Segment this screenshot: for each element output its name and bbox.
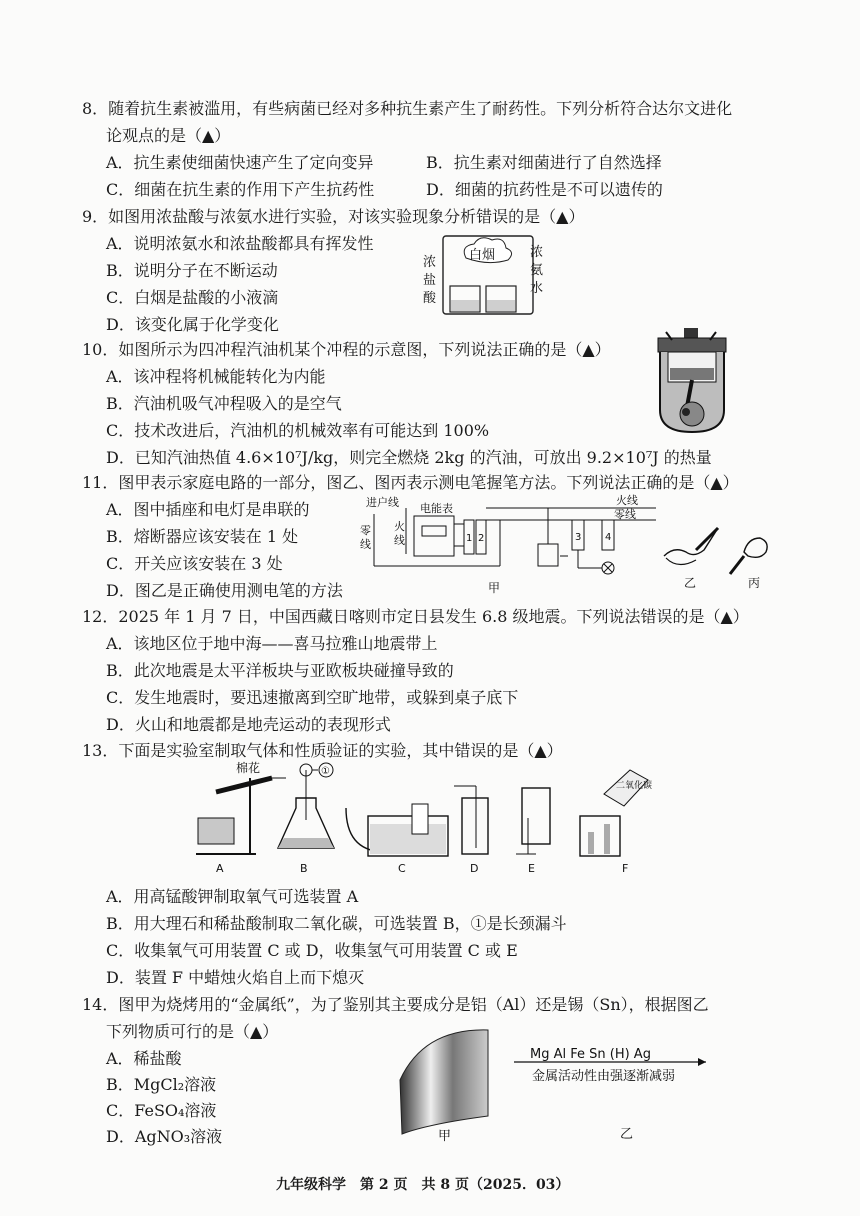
q11-entry-label: 进户线 — [366, 496, 399, 509]
q13-co2-label: 二氧化碳 — [616, 781, 653, 791]
q14-series-text: Mg Al Fe Sn (H) Ag — [530, 1047, 651, 1062]
q11-option-a: A．图中插座和电灯是串联的 — [106, 500, 310, 519]
q13-label-b: B — [300, 862, 308, 875]
q9-right-char-2: 氨 — [530, 263, 544, 278]
q9-option-b: B．说明分子在不断运动 — [106, 261, 278, 280]
q9-ammonia-hcl-figure — [418, 228, 548, 320]
q8-option-d: D．细菌的抗药性是不可以遗传的 — [426, 180, 663, 199]
q11-num-2: 2 — [478, 533, 485, 544]
q10-option-c: C．技术改进后，汽油机的机械效率有可能达到 100% — [106, 421, 490, 440]
q12-option-b: B．此次地震是太平洋板块与亚欧板块碰撞导致的 — [106, 661, 454, 680]
q11-live-label: 火线 — [616, 494, 638, 507]
q9-option-d: D．该变化属于化学变化 — [106, 315, 279, 334]
q14-stem-line1: 14．图甲为烧烤用的“金属纸”，为了鉴别其主要成分是铝（Al）还是锡（Sn），根据图乙 — [82, 995, 709, 1014]
q9-left-char-3: 酸 — [423, 291, 437, 306]
q13-option-b: B．用大理石和稀盐酸制取二氧化碳，可选装置 B，①是长颈漏斗 — [106, 914, 567, 933]
q14-foil-figure-jia — [394, 1026, 494, 1146]
page-footer: 九年级科学 第 2 页 共 8 页（2025．03） — [276, 1177, 570, 1193]
q14-activity-series-figure-yi — [510, 1040, 730, 1142]
q9-stem: 9．如图用浓盐酸与浓氨水进行实验，对该实验现象分析错误的是（▲） — [82, 207, 585, 226]
q9-left-char-2: 盐 — [423, 273, 437, 288]
q13-apparatus-figure — [176, 758, 656, 876]
q11-stem: 11．图甲表示家庭电路的一部分，图乙、图丙表示测电笔握笔方法。下列说法正确的是（▲） — [82, 473, 739, 492]
q8-option-a: A．抗生素使细菌快速产生了定向变异 — [106, 153, 374, 172]
q13-label-c: C — [398, 862, 406, 875]
q11-fire-v1: 火 — [394, 520, 405, 533]
q14-option-b: B．MgCl₂溶液 — [106, 1075, 217, 1094]
q10-option-a: A．该冲程将机械能转化为内能 — [106, 367, 326, 386]
q13-circle1-label: ① — [321, 766, 330, 777]
q14-jia-label: 甲 — [438, 1129, 452, 1144]
q11-jia-label: 甲 — [488, 581, 501, 595]
q9-left-char-1: 浓 — [423, 255, 437, 270]
q11-num-3: 3 — [575, 532, 582, 543]
q13-label-d: D — [470, 862, 479, 875]
q12-stem: 12．2025 年 1 月 7 日，中国西藏日喀则市定日县发生 6.8 级地震。下列说法错误的是（▲） — [82, 607, 749, 626]
q14-option-a: A．稀盐酸 — [106, 1049, 182, 1068]
q14-option-d: D．AgNO₃溶液 — [106, 1127, 223, 1146]
q9-option-c: C．白烟是盐酸的小液滴 — [106, 288, 279, 307]
q11-zero-v1: 零 — [360, 524, 371, 537]
q13-label-a: A — [216, 862, 224, 875]
q12-option-a: A．该地区位于地中海——喜马拉雅山地震带上 — [106, 634, 438, 653]
q8-stem-line1: 8．随着抗生素被滥用，有些病菌已经对多种抗生素产生了耐药性。下列分析符合达尔文进化 — [82, 99, 733, 118]
q14-yi-label: 乙 — [620, 1127, 634, 1142]
q13-option-d: D．装置 F 中蜡烛火焰自上而下熄灭 — [106, 968, 365, 987]
q10-engine-figure — [650, 326, 734, 436]
q11-circuit-figure-jia — [360, 494, 660, 598]
q9-right-char-1: 浓 — [530, 245, 544, 260]
q13-cotton-label: 棉花 — [236, 761, 261, 775]
q11-neutral-label: 零线 — [614, 508, 636, 521]
q9-smoke-label: 白烟 — [469, 248, 496, 263]
q10-option-d: D．已知汽油热值 4.6×10⁷J/kg，则完全燃烧 2kg 的汽油，可放出 9.2×10⁷J 的热量 — [106, 448, 712, 467]
q11-zero-v2: 线 — [360, 538, 371, 551]
q11-yi-label: 乙 — [684, 576, 697, 590]
q9-right-char-3: 水 — [530, 281, 544, 296]
q11-num-1: 1 — [466, 533, 473, 544]
q14-stem-line2: 下列物质可行的是（▲） — [106, 1022, 279, 1041]
q10-option-b: B．汽油机吸气冲程吸入的是空气 — [106, 394, 342, 413]
q11-bing-label: 丙 — [748, 576, 761, 590]
q9-option-a: A．说明浓氨水和浓盐酸都具有挥发性 — [106, 234, 374, 253]
q11-tester-figures — [656, 512, 776, 592]
q14-series-caption: 金属活动性由强逐渐减弱 — [532, 1069, 676, 1084]
q12-option-d: D．火山和地震都是地壳运动的表现形式 — [106, 715, 391, 734]
q8-option-c: C．细菌在抗生素的作用下产生抗药性 — [106, 180, 375, 199]
q13-option-c: C．收集氧气可用装置 C 或 D，收集氢气可用装置 C 或 E — [106, 941, 518, 960]
q11-meter-label: 电能表 — [420, 502, 453, 515]
q11-option-c: C．开关应该安装在 3 处 — [106, 554, 283, 573]
q13-label-f: F — [622, 862, 629, 875]
q13-option-a: A．用高锰酸钾制取氧气可选装置 A — [106, 887, 359, 906]
q11-num-4: 4 — [605, 532, 612, 543]
q10-stem: 10．如图所示为四冲程汽油机某个冲程的示意图，下列说法正确的是（▲） — [82, 340, 611, 359]
q13-stem: 13．下面是实验室制取气体和性质验证的实验，其中错误的是（▲） — [82, 741, 563, 760]
q11-fire-v2: 线 — [394, 534, 405, 547]
q8-stem-line2: 论观点的是（▲） — [106, 126, 231, 145]
q12-option-c: C．发生地震时，要迅速撤离到空旷地带，或躲到桌子底下 — [106, 688, 519, 707]
q13-label-e: E — [528, 862, 535, 875]
q8-option-b: B．抗生素对细菌进行了自然选择 — [426, 153, 662, 172]
q14-option-c: C．FeSO₄溶液 — [106, 1101, 217, 1120]
q11-option-b: B．熔断器应该安装在 1 处 — [106, 527, 299, 546]
q11-option-d: D．图乙是正确使用测电笔的方法 — [106, 581, 343, 600]
